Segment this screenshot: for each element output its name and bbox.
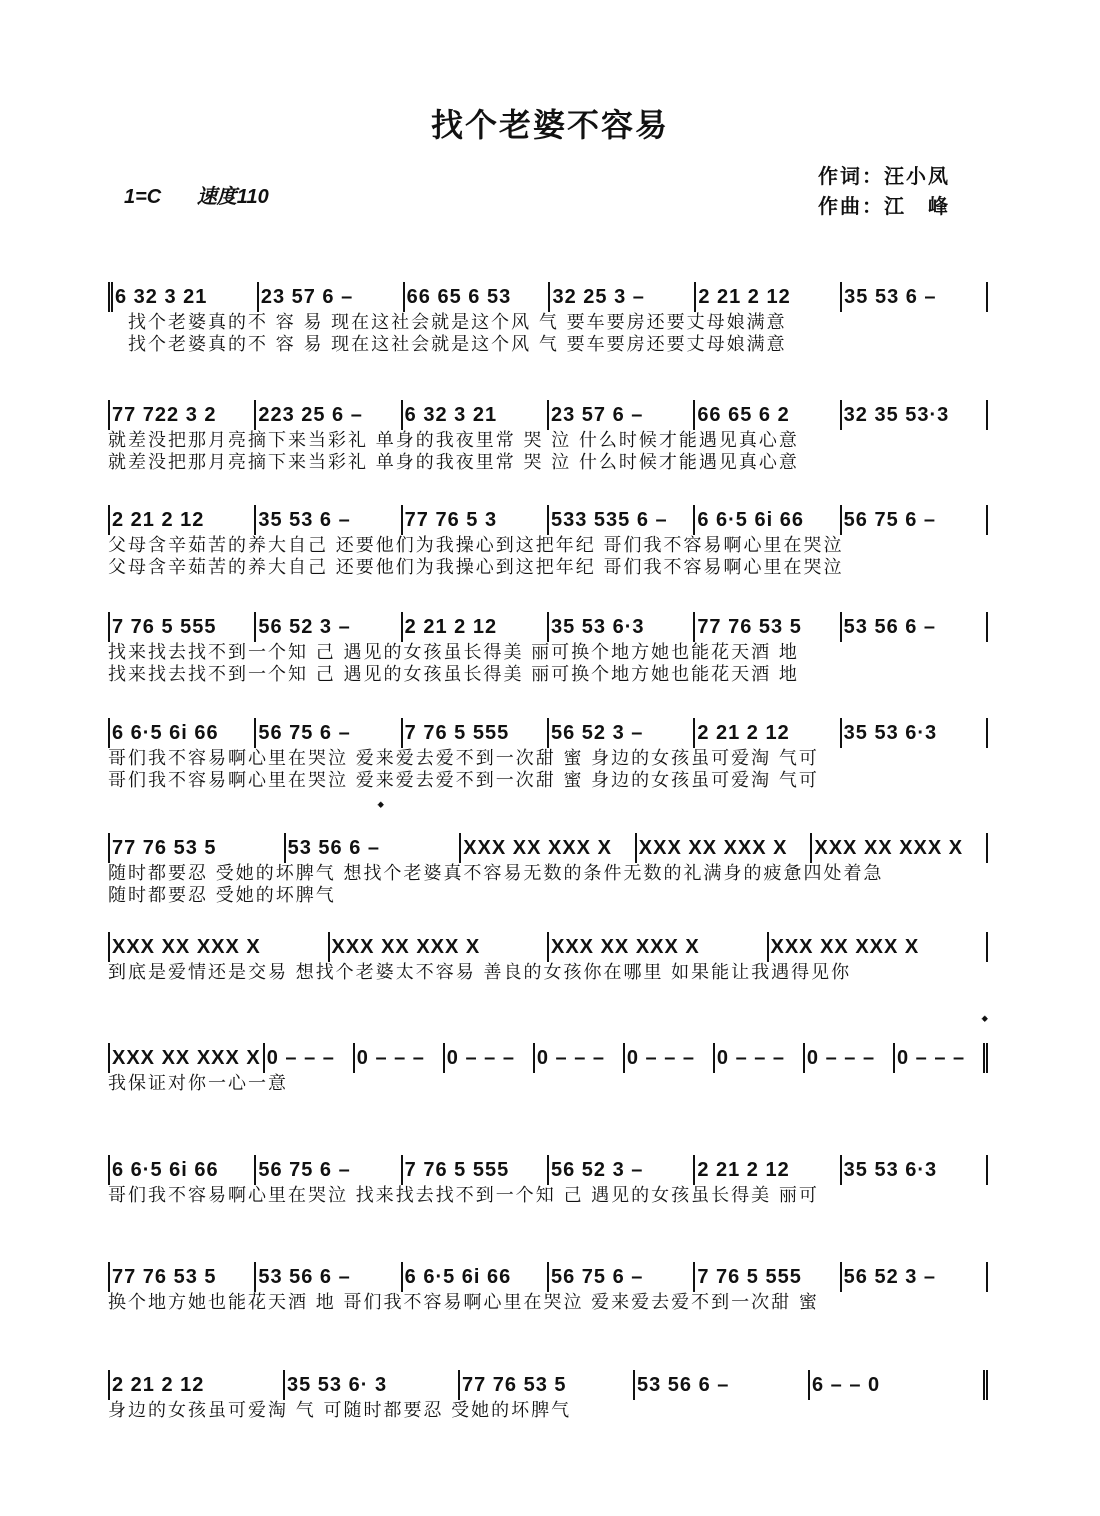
lyric-line: 父母含辛茹苦的养大自己 还要他们为我操心到这把年纪 哥们我不容易啊心里在哭泣 <box>108 557 844 578</box>
lyric-line: 到底是爱情还是交易 想找个老婆太不容易 善良的女孩你在哪里 如果能让我遇得见你 <box>108 962 852 983</box>
note-line <box>108 833 988 863</box>
staff-system <box>108 1155 988 1207</box>
measure: 32 35 53·3 <box>842 400 988 430</box>
note-line <box>108 1043 988 1073</box>
measure: 6 6·5 6i 66 <box>403 1262 549 1292</box>
lyric-line: 父母含辛茹苦的养大自己 还要他们为我操心到这把年纪 哥们我不容易啊心里在哭泣 <box>108 535 844 556</box>
measure: 77 76 53 5 <box>108 1262 256 1292</box>
measure: 56 75 6 – <box>256 718 402 748</box>
lyric-line: 随时都要忍 受她的坏脾气 想找个老婆真不容易无数的条件无数的礼满身的疲惫四处着急 <box>108 863 884 884</box>
measure: 0 – – – <box>535 1043 625 1073</box>
note-line <box>108 400 988 430</box>
song-title: 找个老婆不容易 <box>430 107 669 143</box>
key-signature: 1=C <box>124 186 162 208</box>
measure: 0 – – – <box>715 1043 805 1073</box>
measure: 0 – – – <box>445 1043 535 1073</box>
note-line <box>108 282 988 312</box>
measure: 0 – – – <box>355 1043 445 1073</box>
key-tempo <box>124 180 299 209</box>
measure: 66 65 6 2 <box>695 400 841 430</box>
measure: 2 21 2 12 <box>696 282 842 312</box>
measure: 0 – – – <box>805 1043 895 1073</box>
measure: 35 53 6· 3 <box>285 1370 460 1400</box>
measure: 53 56 6 – <box>256 1262 402 1292</box>
measure: 35 53 6·3 <box>549 612 695 642</box>
lyric-line: 我保证对你一心一意 <box>108 1073 288 1094</box>
note-line <box>108 505 988 535</box>
note-line <box>108 1262 988 1292</box>
measure: 35 53 6·3 <box>842 1155 988 1185</box>
measure: XXX XX XXX X <box>812 833 988 863</box>
note-line <box>108 1155 988 1185</box>
measure: 6 6·5 6i 66 <box>108 1155 256 1185</box>
measure: 53 56 6 – <box>286 833 462 863</box>
measure: XXX XX XXX X <box>330 932 550 962</box>
measure: 6 32 3 21 <box>108 282 259 312</box>
measure: 23 57 6 – <box>549 400 695 430</box>
measure: 6 6·5 6i 66 <box>695 505 841 535</box>
lyric-line: 就差没把那月亮摘下来当彩礼 单身的我夜里常 哭 泣 什么时候才能遇见真心意 <box>108 430 799 451</box>
note-line <box>108 1370 988 1400</box>
measure: 56 52 3 – <box>256 612 402 642</box>
measure: 77 76 53 5 <box>695 612 841 642</box>
measure: 66 65 6 53 <box>405 282 551 312</box>
lyric-line: 找来找去找不到一个知 己 遇见的女孩虽长得美 丽可换个地方她也能花天酒 地 <box>108 642 799 663</box>
lyric-line: 找个老婆真的不 容 易 现在这社会就是这个风 气 要车要房还要丈母娘满意 <box>128 334 787 355</box>
measure: 0 – – – <box>265 1043 355 1073</box>
lyric-line: 找个老婆真的不 容 易 现在这社会就是这个风 气 要车要房还要丈母娘满意 <box>128 312 787 333</box>
measure: 6 – – 0 <box>810 1370 988 1400</box>
lyric-line: 找来找去找不到一个知 己 遇见的女孩虽长得美 丽可换个地方她也能花天酒 地 <box>108 664 799 685</box>
tempo: 速度110 <box>196 186 269 208</box>
measure: 0 – – – <box>625 1043 715 1073</box>
measure: 77 76 53 5 <box>108 833 286 863</box>
measure: XXX XX XXX X <box>549 932 769 962</box>
measure: 6 6·5 6i 66 <box>108 718 256 748</box>
measure: 77 76 53 5 <box>460 1370 635 1400</box>
staff-system <box>108 505 988 579</box>
measure: 56 52 3 – <box>842 1262 988 1292</box>
measure: 2 21 2 12 <box>695 1155 841 1185</box>
measure: 35 53 6 – <box>256 505 402 535</box>
lyric-line: 身边的女孩虽可爱淘 气 可随时都要忍 受她的坏脾气 <box>108 1400 572 1421</box>
coda-sign: 𝄌 <box>378 800 384 817</box>
measure: 53 56 6 – <box>635 1370 810 1400</box>
staff-system <box>108 833 988 907</box>
measure: 7 76 5 555 <box>403 1155 549 1185</box>
measure: 7 76 5 555 <box>695 1262 841 1292</box>
measure: 56 52 3 – <box>549 1155 695 1185</box>
measure: 35 53 6·3 <box>842 718 988 748</box>
measure: 2 21 2 12 <box>695 718 841 748</box>
lyric-line: 哥们我不容易啊心里在哭泣 找来找去找不到一个知 己 遇见的女孩虽长得美 丽可 <box>108 1185 819 1206</box>
measure: 2 21 2 12 <box>108 505 256 535</box>
note-line <box>108 612 988 642</box>
measure: 7 76 5 555 <box>403 718 549 748</box>
staff-system <box>108 1370 988 1422</box>
lyric-line: 就差没把那月亮摘下来当彩礼 单身的我夜里常 哭 泣 什么时候才能遇见真心意 <box>108 452 799 473</box>
measure: 533 535 6 – <box>549 505 695 535</box>
measure: 56 75 6 – <box>842 505 988 535</box>
measure: XXX XX XXX X <box>108 1043 265 1073</box>
measure: 77 722 3 2 <box>108 400 256 430</box>
credits <box>818 162 950 222</box>
measure: XXX XX XXX X <box>461 833 637 863</box>
composer: 作曲：江 峰 <box>818 196 950 218</box>
measure: 56 75 6 – <box>256 1155 402 1185</box>
staff-system <box>108 932 988 984</box>
lyric-line: 随时都要忍 受她的坏脾气 <box>108 885 336 906</box>
measure: 77 76 5 3 <box>403 505 549 535</box>
measure: 32 25 3 – <box>550 282 696 312</box>
lyric-line: 哥们我不容易啊心里在哭泣 爱来爱去爱不到一次甜 蜜 身边的女孩虽可爱淘 气可 <box>108 748 819 769</box>
staff-system <box>108 1262 988 1314</box>
measure: XXX XX XXX X <box>108 932 330 962</box>
measure: 0 – – – <box>895 1043 988 1073</box>
note-line <box>108 718 988 748</box>
lyric-line: 换个地方她也能花天酒 地 哥们我不容易啊心里在哭泣 爱来爱去爱不到一次甜 蜜 <box>108 1292 819 1313</box>
note-line <box>108 932 988 962</box>
staff-system <box>108 400 988 474</box>
measure: 35 53 6 – <box>842 282 988 312</box>
staff-system <box>108 282 988 356</box>
measure: 2 21 2 12 <box>108 1370 285 1400</box>
measure: XXX XX XXX X <box>769 932 989 962</box>
lyric-line: 哥们我不容易啊心里在哭泣 爱来爱去爱不到一次甜 蜜 身边的女孩虽可爱淘 气可 <box>108 770 819 791</box>
staff-system <box>108 1043 988 1095</box>
lyricist: 作词：汪小凤 <box>818 166 950 188</box>
measure: 2 21 2 12 <box>403 612 549 642</box>
measure: 6 32 3 21 <box>403 400 549 430</box>
measure: 7 76 5 555 <box>108 612 256 642</box>
measure: 23 57 6 – <box>259 282 405 312</box>
coda-sign-end: 𝄌 <box>982 1014 988 1031</box>
measure: 53 56 6 – <box>842 612 988 642</box>
measure: 223 25 6 – <box>256 400 402 430</box>
measure: XXX XX XXX X <box>637 833 813 863</box>
staff-system <box>108 718 988 792</box>
measure: 56 52 3 – <box>549 718 695 748</box>
measure: 56 75 6 – <box>549 1262 695 1292</box>
staff-system <box>108 612 988 686</box>
